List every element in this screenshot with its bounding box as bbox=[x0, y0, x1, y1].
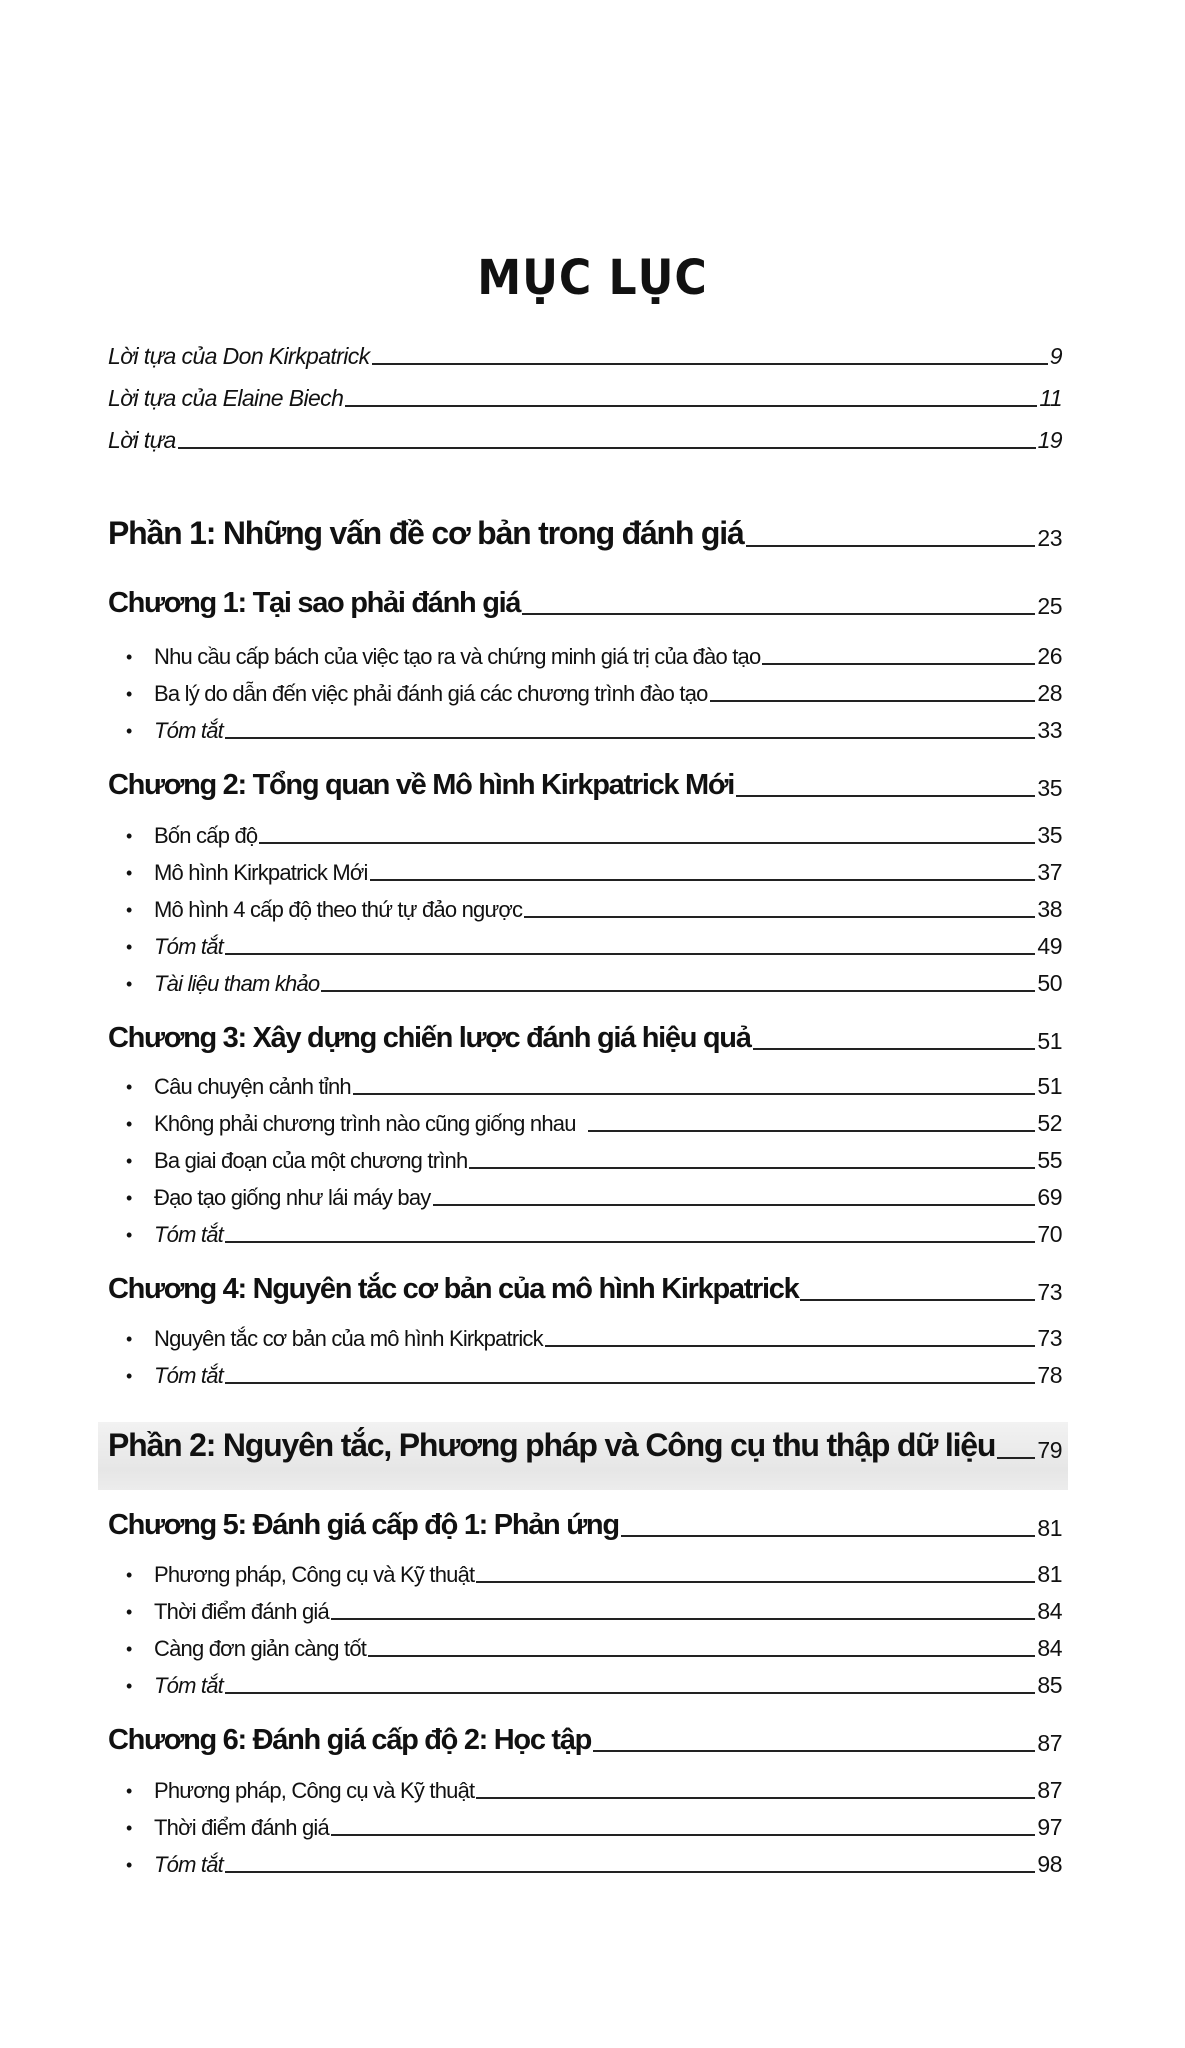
item-label: Nguyên tắc cơ bản của mô hình Kirkpatrick bbox=[154, 1326, 543, 1351]
toc-part-1[interactable] bbox=[108, 512, 1062, 552]
toc-item[interactable] bbox=[124, 640, 1062, 670]
bullet-icon: • bbox=[126, 1602, 132, 1622]
chapter-label: Chương 2: Tổng quan về Mô hình Kirkpatrick Mới bbox=[108, 769, 734, 801]
leader-line bbox=[331, 1618, 1035, 1620]
page-number: 81 bbox=[1037, 1561, 1062, 1587]
bullet-icon: • bbox=[126, 1781, 132, 1801]
chapter-label: Chương 6: Đánh giá cấp độ 2: Học tập bbox=[108, 1724, 592, 1756]
page-number: 98 bbox=[1037, 1851, 1062, 1877]
item-label: Tóm tắt bbox=[154, 718, 223, 743]
item-label: Không phải chương trình nào cũng giống nhau bbox=[154, 1111, 576, 1136]
page-number: 9 bbox=[1049, 343, 1062, 369]
toc-chapter-1[interactable] bbox=[108, 582, 1062, 620]
bullet-icon: • bbox=[126, 1855, 132, 1875]
leader-line bbox=[469, 1167, 1035, 1169]
chapter-label: Chương 1: Tại sao phải đánh giá bbox=[108, 587, 521, 619]
toc-chapter-6[interactable] bbox=[108, 1719, 1062, 1757]
page-number: 81 bbox=[1037, 1515, 1062, 1541]
toc-item[interactable] bbox=[124, 1144, 1062, 1174]
toc-item[interactable] bbox=[124, 1070, 1062, 1100]
bullet-icon: • bbox=[126, 1225, 132, 1245]
item-label: Tóm tắt bbox=[154, 934, 223, 959]
leader-line bbox=[545, 1345, 1036, 1347]
item-label: Thời điểm đánh giá bbox=[154, 1815, 329, 1840]
page-number: 23 bbox=[1037, 525, 1062, 551]
toc-item[interactable] bbox=[124, 1359, 1062, 1389]
bullet-icon: • bbox=[126, 1676, 132, 1696]
leader-line bbox=[997, 1457, 1035, 1459]
toc-item[interactable] bbox=[124, 930, 1062, 960]
page-number: 52 bbox=[1037, 1110, 1062, 1136]
entry-label: Lời tựa của Don Kirkpatrick bbox=[108, 343, 370, 369]
chapter-label: Chương 5: Đánh giá cấp độ 1: Phản ứng bbox=[108, 1509, 619, 1541]
bullet-icon: • bbox=[126, 1151, 132, 1171]
bullet-icon: • bbox=[126, 1114, 132, 1134]
leader-line bbox=[746, 545, 1036, 547]
toc-entry-preface-don-kirkpatrick[interactable] bbox=[108, 340, 1062, 370]
leader-line bbox=[368, 1655, 1035, 1657]
bullet-icon: • bbox=[126, 826, 132, 846]
page-number: 19 bbox=[1037, 427, 1062, 453]
toc-chapter-5[interactable] bbox=[108, 1504, 1062, 1542]
toc-item[interactable] bbox=[124, 1181, 1062, 1211]
part-label: Phần 1: Những vấn đề cơ bản trong đánh giá bbox=[108, 515, 744, 551]
leader-line bbox=[372, 363, 1048, 365]
bullet-icon: • bbox=[126, 974, 132, 994]
bullet-icon: • bbox=[126, 1818, 132, 1838]
toc-item[interactable] bbox=[124, 1595, 1062, 1625]
page-number: 11 bbox=[1039, 385, 1062, 411]
toc-item[interactable] bbox=[124, 714, 1062, 744]
item-label: Tài liệu tham khảo bbox=[154, 971, 320, 996]
page-number: 97 bbox=[1037, 1814, 1062, 1840]
page-number: 38 bbox=[1037, 896, 1062, 922]
leader-line bbox=[736, 795, 1035, 797]
page-number: 84 bbox=[1037, 1635, 1062, 1661]
leader-line bbox=[178, 447, 1036, 449]
item-label: Thời điểm đánh giá bbox=[154, 1599, 329, 1624]
page-number: 37 bbox=[1037, 859, 1062, 885]
toc-item[interactable] bbox=[124, 1322, 1062, 1352]
toc-item[interactable] bbox=[124, 1632, 1062, 1662]
item-label: Nhu cầu cấp bách của việc tạo ra và chứng minh giá trị của đào tạo bbox=[154, 644, 761, 669]
page-number: 51 bbox=[1037, 1028, 1062, 1054]
item-label: Bốn cấp độ bbox=[154, 823, 258, 848]
page-number: 33 bbox=[1037, 717, 1062, 743]
toc-item[interactable] bbox=[124, 677, 1062, 707]
page-number: 55 bbox=[1037, 1147, 1062, 1173]
entry-label: Lời tựa của Elaine Biech bbox=[108, 385, 344, 411]
leader-line bbox=[345, 405, 1037, 407]
bullet-icon: • bbox=[126, 937, 132, 957]
leader-line bbox=[800, 1299, 1035, 1301]
bullet-icon: • bbox=[126, 1077, 132, 1097]
leader-line bbox=[753, 1048, 1036, 1050]
leader-line bbox=[433, 1204, 1036, 1206]
leader-line bbox=[762, 663, 1035, 665]
page-number: 73 bbox=[1037, 1325, 1062, 1351]
leader-line bbox=[522, 613, 1035, 615]
toc-item[interactable] bbox=[124, 967, 1062, 997]
item-label: Ba lý do dẫn đến việc phải đánh giá các chương trình đào tạo bbox=[154, 681, 708, 706]
page-number: 73 bbox=[1037, 1279, 1062, 1305]
bullet-icon: • bbox=[126, 863, 132, 883]
leader-line bbox=[476, 1797, 1035, 1799]
toc-item[interactable] bbox=[124, 1107, 1062, 1137]
leader-line bbox=[225, 1871, 1035, 1873]
item-label: Câu chuyện cảnh tỉnh bbox=[154, 1074, 351, 1099]
item-label: Tóm tắt bbox=[154, 1673, 223, 1698]
page-number: 50 bbox=[1037, 970, 1062, 996]
bullet-icon: • bbox=[126, 1366, 132, 1386]
leader-line bbox=[524, 916, 1035, 918]
page-number: 79 bbox=[1037, 1437, 1062, 1463]
leader-line bbox=[225, 737, 1035, 739]
entry-label: Lời tựa bbox=[108, 427, 176, 453]
bullet-icon: • bbox=[126, 1639, 132, 1659]
bullet-icon: • bbox=[126, 721, 132, 741]
leader-line bbox=[225, 1382, 1035, 1384]
item-label: Tóm tắt bbox=[154, 1852, 223, 1877]
leader-line bbox=[225, 1692, 1035, 1694]
page-number: 35 bbox=[1037, 822, 1062, 848]
page-number: 84 bbox=[1037, 1598, 1062, 1624]
toc-entry-preface-elaine-biech[interactable] bbox=[108, 382, 1062, 412]
page-number: 51 bbox=[1037, 1073, 1062, 1099]
toc-chapter-4[interactable] bbox=[108, 1268, 1062, 1306]
leader-line bbox=[259, 842, 1035, 844]
item-label: Đạo tạo giống như lái máy bay bbox=[154, 1185, 431, 1210]
page-number: 87 bbox=[1037, 1730, 1062, 1756]
bullet-icon: • bbox=[126, 1188, 132, 1208]
page-number: 49 bbox=[1037, 933, 1062, 959]
page-number: 26 bbox=[1037, 643, 1062, 669]
page-number: 85 bbox=[1037, 1672, 1062, 1698]
chapter-label: Chương 4: Nguyên tắc cơ bản của mô hình Kirkpatrick bbox=[108, 1273, 799, 1305]
item-label: Càng đơn giản càng tốt bbox=[154, 1636, 367, 1661]
bullet-icon: • bbox=[126, 647, 132, 667]
toc-item[interactable] bbox=[124, 1669, 1062, 1699]
bullet-icon: • bbox=[126, 1329, 132, 1349]
bullet-icon: • bbox=[126, 1565, 132, 1585]
toc-item[interactable] bbox=[124, 1558, 1062, 1588]
leader-line bbox=[225, 1241, 1035, 1243]
toc-item[interactable] bbox=[124, 856, 1062, 886]
item-label: Tóm tắt bbox=[154, 1222, 223, 1247]
page-number: 70 bbox=[1037, 1221, 1062, 1247]
chapter-label: Chương 3: Xây dựng chiến lược đánh giá hiệu quả bbox=[108, 1022, 751, 1054]
leader-line bbox=[621, 1535, 1036, 1537]
page-title: MỤC LỤC bbox=[477, 250, 708, 306]
toc-chapter-2[interactable] bbox=[108, 764, 1062, 802]
toc-chapter-3[interactable] bbox=[108, 1017, 1062, 1055]
bullet-icon: • bbox=[126, 900, 132, 920]
page-number: 69 bbox=[1037, 1184, 1062, 1210]
toc-item[interactable] bbox=[124, 1774, 1062, 1804]
item-label: Mô hình Kirkpatrick Mới bbox=[154, 860, 368, 885]
leader-line bbox=[225, 953, 1035, 955]
page-number: 78 bbox=[1037, 1362, 1062, 1388]
toc-item[interactable] bbox=[124, 819, 1062, 849]
toc-item[interactable] bbox=[124, 1811, 1062, 1841]
item-label: Ba giai đoạn của một chương trình bbox=[154, 1148, 468, 1173]
item-label: Mô hình 4 cấp độ theo thứ tự đảo ngược bbox=[154, 897, 523, 922]
page-number: 28 bbox=[1037, 680, 1062, 706]
bullet-icon: • bbox=[126, 684, 132, 704]
leader-line bbox=[331, 1834, 1035, 1836]
toc-part-2[interactable] bbox=[108, 1424, 1062, 1464]
page-number: 25 bbox=[1037, 593, 1062, 619]
page-number: 35 bbox=[1037, 775, 1062, 801]
toc-item[interactable] bbox=[124, 1218, 1062, 1248]
toc-item[interactable] bbox=[124, 893, 1062, 923]
page-number: 87 bbox=[1037, 1777, 1062, 1803]
toc-item[interactable] bbox=[124, 1848, 1062, 1878]
item-label: Phương pháp, Công cụ và Kỹ thuật bbox=[154, 1562, 475, 1587]
item-label: Phương pháp, Công cụ và Kỹ thuật bbox=[154, 1778, 475, 1803]
leader-line bbox=[588, 1130, 1036, 1132]
leader-line bbox=[593, 1750, 1035, 1752]
item-label: Tóm tắt bbox=[154, 1363, 223, 1388]
leader-line bbox=[476, 1581, 1035, 1583]
leader-line bbox=[353, 1093, 1036, 1095]
leader-line bbox=[710, 700, 1036, 702]
leader-line bbox=[321, 990, 1035, 992]
part-label: Phần 2: Nguyên tắc, Phương pháp và Công cụ thu thập dữ liệu bbox=[108, 1427, 996, 1463]
toc-entry-preface[interactable] bbox=[108, 424, 1062, 454]
leader-line bbox=[370, 879, 1036, 881]
